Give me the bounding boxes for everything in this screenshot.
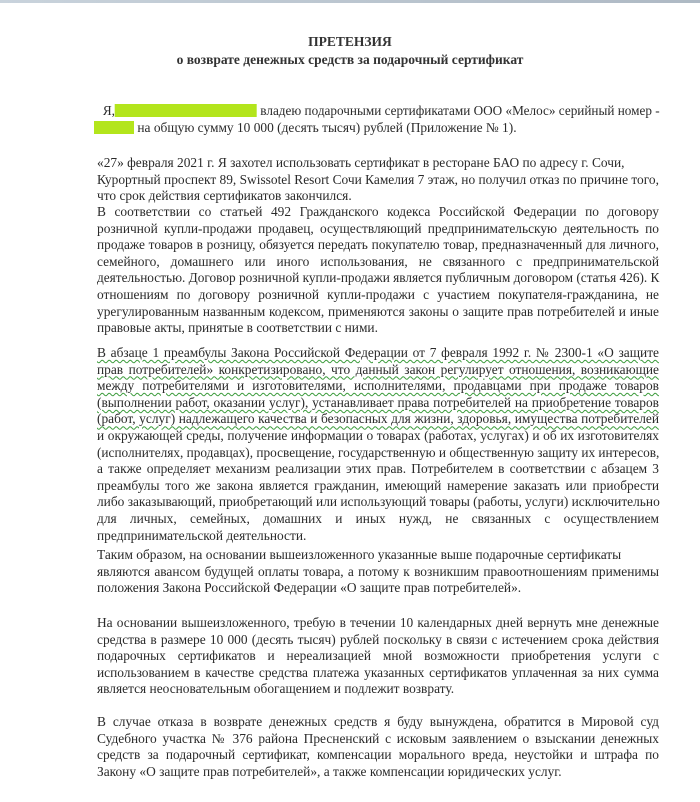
document-subtitle: о возврате денежных средств за подарочный сертификат bbox=[176, 52, 524, 67]
paragraph-line: В абзаце 1 преамбулы Закона Российской Федерации от 7 февраля 1992 г. № 2300-1 «О защите bbox=[97, 345, 659, 360]
paragraph-line: средств за подарочный сертификат, компенсации морального вреда, неустойки и штрафа по bbox=[97, 747, 659, 763]
paragraph-line: предпринимательской деятельности. bbox=[97, 527, 307, 543]
paragraph-line: средства в размере 10 000 (десять тысяч) рублей поскольку в связи с истечением срока действия bbox=[97, 631, 659, 647]
document-title: ПРЕТЕНЗИЯ bbox=[308, 34, 392, 49]
paragraph-line: отношениям по договору розничной купли-продажи с участием покупателя-гражданина, не bbox=[97, 286, 659, 302]
paragraph-line: Курортный проспект 89, Swissotel Resort Сочи Камелия 7 этаж, но получил отказ по причине того, bbox=[97, 171, 659, 187]
paragraph-line: что срок действия сертификатов закончился. bbox=[97, 188, 352, 204]
paragraph-line: деятельностью. Договор розничной купли-продажи является публичным договором (статья 426). К bbox=[97, 270, 660, 286]
paragraph-line: прав потребителей» конкретизировано, что данный закон регулирует отношения, возникающие bbox=[97, 361, 659, 377]
paragraph-line: преамбулы того же закона является гражданин, имеющий намерение заказать или приобрести bbox=[97, 477, 659, 493]
paragraph-civil-code bbox=[97, 204, 659, 337]
paragraph-line: В случае отказа в возврате денежных средств я буду вынуждена, обратится в Мировой суд bbox=[97, 714, 659, 729]
paragraph-line: На основании вышеизложенного, требую в течении 10 календарных дней вернуть мне денежные bbox=[97, 615, 659, 630]
paragraph-line: Таким образом, на основании вышеизложенного указанные выше подарочные сертификаты bbox=[97, 547, 622, 562]
paragraph-line: является неосновательным обогащением и подлежит возврату. bbox=[97, 681, 455, 697]
paragraph-line: «27» февраля 2021 г. Я захотел использовать сертификат в ресторане БАО по адресу г. Сочи, bbox=[97, 155, 625, 170]
paragraph-line: являются авансом будущей оплаты товара, а потому к возникшим правоотношениям применимы bbox=[97, 563, 659, 579]
paragraph-line: розничной купли-продажи продавец, осуществляющий предпринимательскую деятельность по bbox=[97, 220, 659, 236]
paragraph-line: между потребителями и изготовителями, исполнителями, продавцами при продаже товаров bbox=[97, 378, 659, 394]
paragraph-line: для личных, семейных, домашних и иных нужд, не связанных с осуществлением bbox=[97, 510, 659, 526]
paragraph-line: использованием в качестве средства платежа указанных сертификатов уплаченная за них сумма bbox=[97, 664, 659, 680]
paragraph-conclusion bbox=[97, 547, 659, 597]
paragraph-consumer-law bbox=[97, 345, 659, 544]
paragraph-line: семейного, домашнего или иного использования, не связанного с предпринимательской bbox=[97, 253, 659, 269]
paragraph-incident bbox=[97, 155, 659, 205]
redacted-name bbox=[115, 104, 257, 117]
intro-line-1 bbox=[94, 103, 660, 120]
paragraph-court-warning bbox=[97, 714, 659, 780]
paragraph-line: либо заказывающий, приобретающий или использующий товары (работы, услуги) исключительно bbox=[97, 494, 660, 510]
intro-prefix: Я, bbox=[102, 103, 115, 118]
paragraph-line: (выполнении работ, оказании услуг), устанавливает права потребителей на приобретение товаров bbox=[97, 394, 659, 410]
intro-paragraph bbox=[94, 103, 660, 136]
paragraph-line: и окружающей среды, получение информации о товарах (работах, услугах) и об их изготовителях bbox=[97, 427, 659, 443]
paragraph-line: (работ, услуг) надлежащего качества и безопасных для жизни, здоровья, имущества потребителей bbox=[97, 411, 659, 427]
intro-text-1: владею подарочными сертификатами ООО «Мелос» серийный номер - bbox=[260, 103, 660, 118]
window-top-edge bbox=[0, 0, 700, 3]
paragraph-line: Судебного участка № 376 района Пресненский с исковым заявлением о взыскании денежных bbox=[97, 730, 659, 746]
paragraph-demand bbox=[97, 615, 659, 698]
paragraph-line: а также определяет механизм реализации этих прав. Потребителем в соответствии с абзацем 3 bbox=[97, 461, 659, 477]
paragraph-line: положения Закона Российской Федерации «О защите прав потребителей». bbox=[97, 580, 522, 596]
paragraph-line: (исполнителях, продавцах), просвещение, государственную и общественную защиту их интересов, bbox=[97, 444, 660, 460]
paragraph-line: урегулированным названным кодексом, применяются законы о защите прав потребителей и иные bbox=[97, 303, 659, 319]
paragraph-line: продаже товаров в розницу, обязуется передать покупателю товар, предназначенный для личного, bbox=[97, 237, 659, 253]
redacted-serial bbox=[94, 121, 134, 134]
paragraph-line: Закону «О защите прав потребителей», а также компенсации юридических услуг. bbox=[97, 763, 562, 779]
paragraph-line: правовые акты, принятые в соответствии с ними. bbox=[97, 320, 378, 336]
paragraph-line: В соответствии со статьей 492 Гражданского кодекса Российской Федерации по договору bbox=[97, 204, 659, 219]
intro-line-2 bbox=[94, 120, 660, 137]
paragraph-line: подарочных сертификатов и нереализацией мной возможности приобретения услуги с bbox=[97, 648, 659, 664]
intro-text-2: на общую сумму 10 000 (десять тысяч) рублей (Приложение № 1). bbox=[137, 119, 517, 135]
